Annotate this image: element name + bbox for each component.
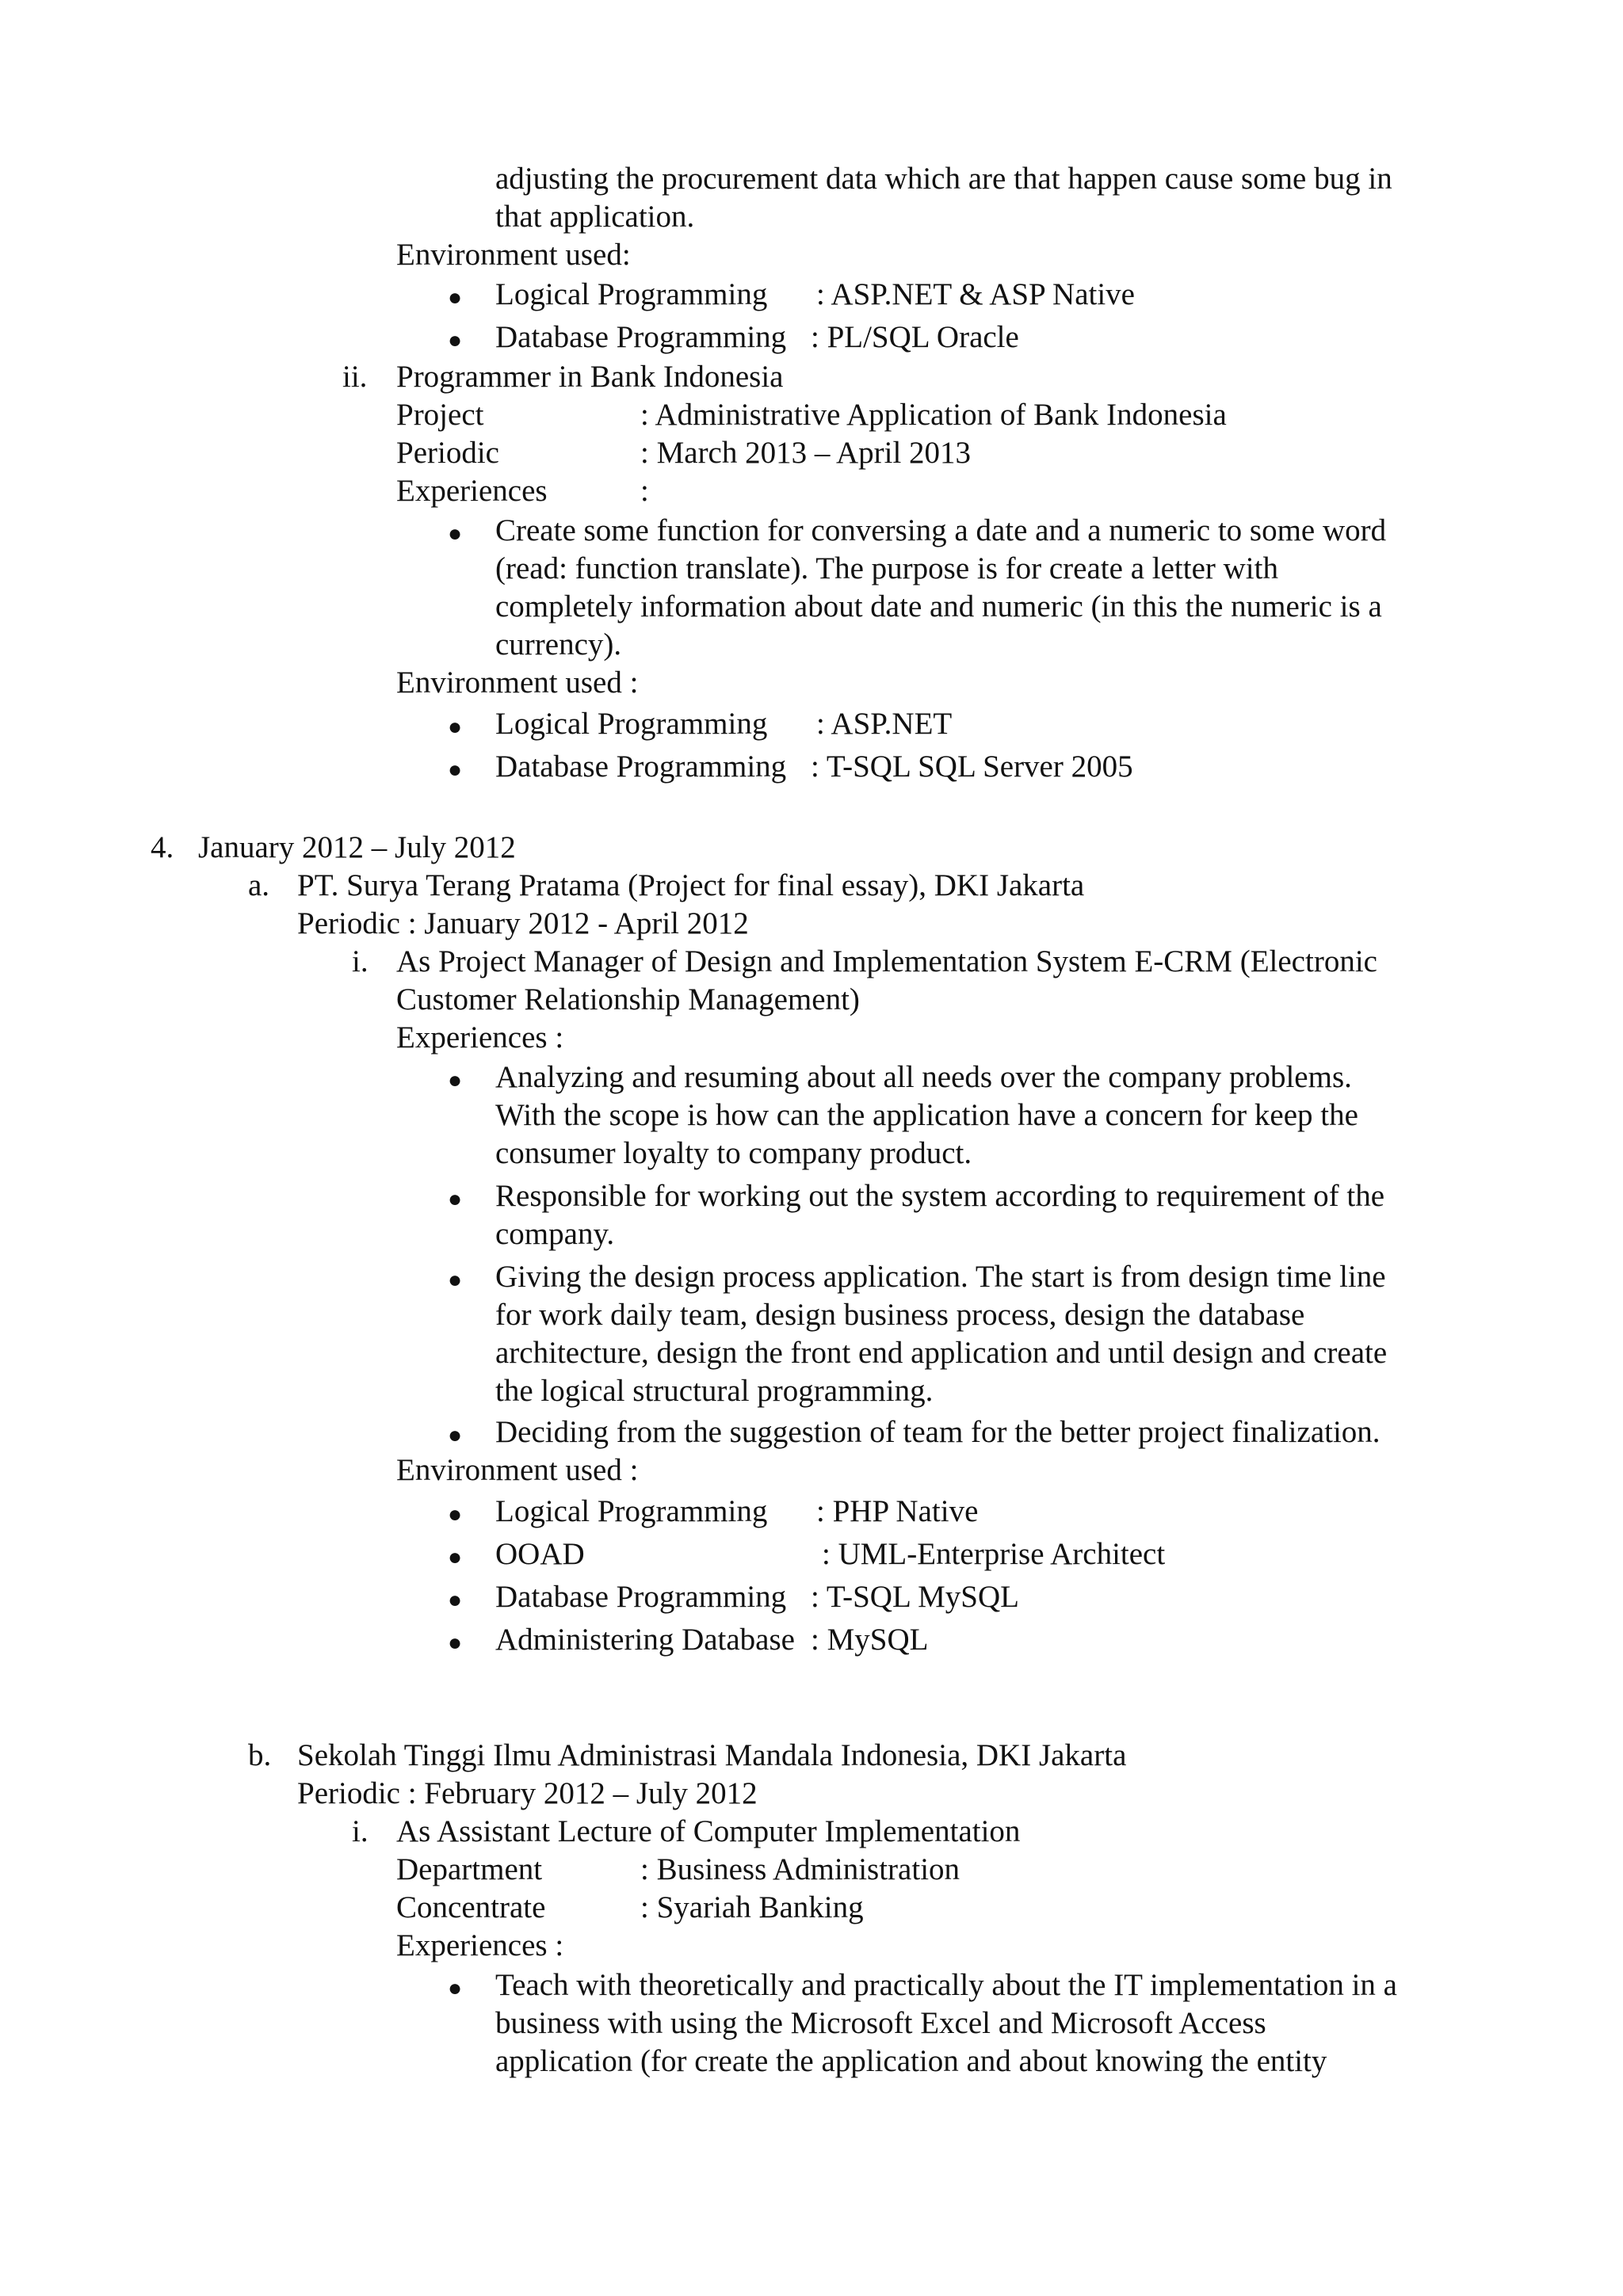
text-line: Analyzing and resuming about all needs over the company problems. (495, 1060, 1352, 1094)
item-letter: b. (248, 1738, 272, 1772)
env-label: Environment used : (396, 1453, 639, 1487)
env-value: : UML-Enterprise Architect (822, 1537, 1166, 1571)
env-label: Environment used: (396, 238, 631, 272)
company-title: Sekolah Tinggi Ilmu Administrasi Mandala Indonesia, DKI Jakarta (297, 1738, 1127, 1772)
bullet-icon: ● (448, 1422, 463, 1448)
env-value: : PL/SQL Oracle (811, 320, 1019, 354)
field-label: Periodic (396, 436, 499, 470)
field-value: : Syariah Banking (640, 1890, 864, 1924)
item-letter: a. (248, 868, 270, 902)
text-line: the logical structural programming. (495, 1374, 934, 1408)
bullet-icon: ● (448, 1067, 463, 1093)
roman-numeral: i. (352, 1814, 369, 1848)
text-line: Create some function for conversing a date and a numeric to some word (495, 513, 1387, 547)
text-line: company. (495, 1217, 615, 1251)
periodic-line: Periodic : February 2012 – July 2012 (297, 1776, 758, 1810)
field-value: : March 2013 – April 2013 (640, 436, 972, 470)
exp-label: Experiences : (396, 1020, 564, 1055)
company-title: PT. Surya Terang Pratama (Project for final essay), DKI Jakarta (297, 868, 1085, 902)
role-title: As Project Manager of Design and Implementation System E-CRM (Electronic (396, 944, 1377, 978)
bullet-icon: ● (448, 714, 463, 740)
text-line: business with using the Microsoft Excel and Microsoft Access (495, 2006, 1266, 2040)
env-label-text: Administering Database (495, 1623, 795, 1657)
roman-numeral: ii. (342, 360, 368, 394)
bullet-icon: ● (448, 327, 463, 353)
bullet-icon: ● (448, 1630, 463, 1656)
env-label-text: Database Programming (495, 749, 787, 784)
role-title: Programmer in Bank Indonesia (396, 360, 784, 394)
env-value: : MySQL (811, 1623, 929, 1657)
env-label: Environment used : (396, 666, 639, 700)
env-value: : ASP.NET & ASP Native (816, 277, 1135, 311)
exp-label: Experiences : (396, 1928, 564, 1962)
field-label: Project (396, 398, 484, 432)
text-line: for work daily team, design business process, design the database (495, 1298, 1305, 1332)
text-line: With the scope is how can the application have a concern for keep the (495, 1098, 1358, 1132)
field-value: : Business Administration (640, 1852, 960, 1886)
env-label-text: Database Programming (495, 320, 787, 354)
role-title: Customer Relationship Management) (396, 982, 860, 1016)
bullet-icon: ● (448, 1501, 463, 1527)
env-label-text: OOAD (495, 1537, 585, 1571)
periodic-line: Periodic : January 2012 - April 2012 (297, 906, 749, 940)
env-value: : ASP.NET (816, 707, 953, 741)
text-line: consumer loyalty to company product. (495, 1136, 972, 1170)
text-line: Teach with theoretically and practically about the IT implementation in a (495, 1968, 1397, 2002)
field-label: Concentrate (396, 1890, 546, 1924)
bullet-icon: ● (448, 1587, 463, 1613)
field-label: Experiences (396, 474, 548, 508)
env-value: : T-SQL MySQL (811, 1580, 1019, 1614)
env-label-text: Database Programming (495, 1580, 787, 1614)
bullet-icon: ● (448, 284, 463, 311)
section-number: 4. (151, 830, 174, 864)
text-line: currency). (495, 627, 622, 662)
text-line: completely information about date and numeric (in this the numeric is a (495, 589, 1382, 624)
bullet-icon: ● (448, 1975, 463, 2001)
field-label: Department (396, 1852, 543, 1886)
text-line: that application. (495, 200, 695, 234)
bullet-icon: ● (448, 757, 463, 783)
env-label-text: Logical Programming (495, 277, 768, 311)
text-line: architecture, design the front end application and until design and create (495, 1336, 1388, 1370)
text-line: Deciding from the suggestion of team for the better project finalization. (495, 1415, 1381, 1449)
field-value: : Administrative Application of Bank Indonesia (640, 398, 1227, 432)
env-value: : PHP Native (816, 1494, 979, 1528)
env-label-text: Logical Programming (495, 1494, 768, 1528)
text-line: (read: function translate). The purpose is for create a letter with (495, 551, 1278, 585)
bullet-icon: ● (448, 1267, 463, 1293)
env-value: : T-SQL SQL Server 2005 (811, 749, 1133, 784)
env-label-text: Logical Programming (495, 707, 768, 741)
text-line: Responsible for working out the system according to requirement of the (495, 1179, 1385, 1213)
section-period: January 2012 – July 2012 (198, 830, 516, 864)
roman-numeral: i. (352, 944, 369, 978)
text-line: adjusting the procurement data which are that happen cause some bug in (495, 162, 1392, 196)
bullet-icon: ● (448, 1544, 463, 1570)
bullet-icon: ● (448, 521, 463, 547)
text-line: Giving the design process application. The start is from design time line (495, 1260, 1386, 1294)
role-title: As Assistant Lecture of Computer Implementation (396, 1814, 1021, 1848)
bullet-icon: ● (448, 1186, 463, 1212)
text-line: application (for create the application and about knowing the entity (495, 2044, 1327, 2078)
field-colon: : (640, 474, 649, 508)
